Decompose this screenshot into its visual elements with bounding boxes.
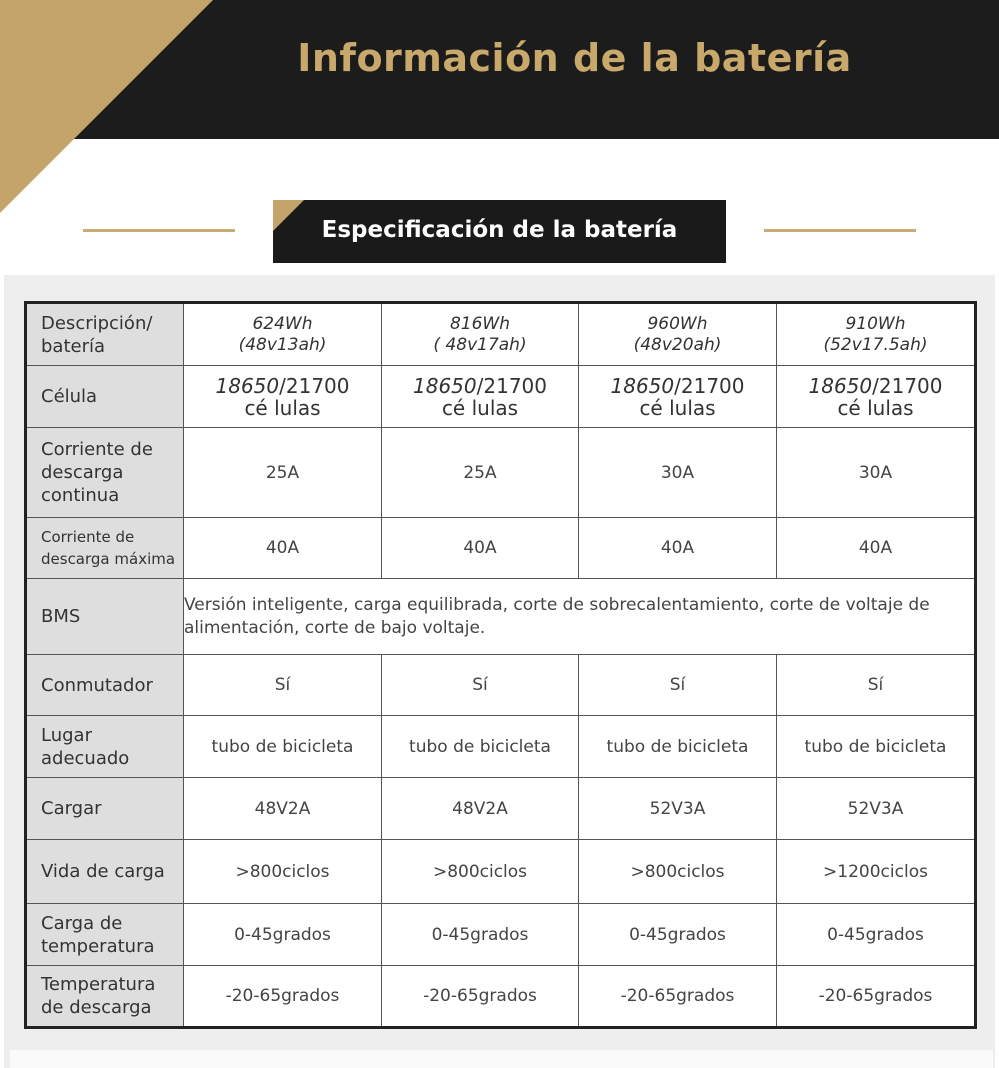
column-header-wh: 816Wh (449, 313, 511, 334)
section-title: Especificación de la batería (321, 217, 678, 243)
table-cell: >1200ciclos (777, 840, 976, 904)
table-cell: -20-65grados (579, 966, 777, 1028)
cell-model-alt: /21700 (872, 373, 943, 398)
table-row (26, 716, 976, 778)
table-cell: -20-65grados (382, 966, 579, 1028)
column-header-wh: 910Wh (845, 313, 906, 334)
table-cell: >800ciclos (382, 840, 579, 904)
table-cell: 40A (382, 518, 579, 579)
row-label: Temperatura de descarga (26, 966, 184, 1028)
cell-model: 18650 (610, 373, 675, 398)
table-row (26, 966, 976, 1028)
table-row (26, 778, 976, 840)
table-cell: tubo de bicicleta (777, 716, 976, 778)
row-label: BMS (26, 579, 184, 655)
table-row (26, 904, 976, 966)
table-cell: 30A (777, 428, 976, 518)
table-cell: 48V2A (184, 778, 382, 840)
gold-corner-decoration-lower (0, 139, 74, 213)
column-header-spec: (52v17.5ah) (823, 334, 928, 355)
divider-left (83, 229, 235, 232)
table-cell: 0-45grados (382, 904, 579, 966)
cell-unit: cé lulas (441, 395, 519, 420)
row-label: Lugar adecuado (26, 716, 184, 778)
cell-model: 18650 (215, 373, 280, 398)
table-cell: 40A (579, 518, 777, 579)
table-row (26, 366, 976, 428)
row-label: Corriente de descarga continua (26, 428, 184, 518)
cell-model: 18650 (808, 373, 873, 398)
table-cell: >800ciclos (579, 840, 777, 904)
table-header-row (26, 303, 976, 366)
section-header (273, 200, 726, 263)
table-row (26, 518, 976, 579)
battery-spec-table (24, 301, 977, 1029)
column-header (579, 303, 777, 366)
column-header (184, 303, 382, 366)
column-header-wh: 960Wh (647, 313, 708, 334)
column-header-wh: 624Wh (252, 313, 313, 334)
table-cell: 40A (184, 518, 382, 579)
column-header-spec: ( 48v17ah) (433, 334, 527, 355)
cell-model-alt: /21700 (476, 373, 547, 398)
cell-model-alt: /21700 (279, 373, 350, 398)
panel-footer (10, 1050, 993, 1068)
column-header-spec: (48v13ah) (238, 334, 327, 355)
table-cell: Sí (777, 655, 976, 716)
table-cell (184, 366, 382, 428)
table-cell: tubo de bicicleta (184, 716, 382, 778)
row-label: Cargar (26, 778, 184, 840)
page-title: Información de la batería (297, 36, 852, 80)
cell-unit: cé lulas (837, 395, 914, 420)
table-cell: 52V3A (777, 778, 976, 840)
cell-model: 18650 (413, 373, 477, 398)
divider-right (764, 229, 916, 232)
bms-description: Versión inteligente, carga equilibrada, corte de sobrecalentamiento, corte de voltaje de alimentación, corte de bajo voltaje. (184, 579, 976, 655)
row-label: Descripción/ batería (26, 303, 184, 366)
table-cell: -20-65grados (184, 966, 382, 1028)
table-cell: 25A (184, 428, 382, 518)
table-cell: tubo de bicicleta (382, 716, 579, 778)
table-row (26, 579, 976, 655)
table-cell (777, 366, 976, 428)
table-cell: Sí (579, 655, 777, 716)
table-cell: 48V2A (382, 778, 579, 840)
table-cell: 0-45grados (184, 904, 382, 966)
table-cell: 40A (777, 518, 976, 579)
header-banner (0, 0, 999, 139)
table-cell: 30A (579, 428, 777, 518)
table-row (26, 840, 976, 904)
cell-unit: cé lulas (639, 395, 716, 420)
table-row (26, 428, 976, 518)
table-cell (579, 366, 777, 428)
row-label: Corriente de descarga máxima (26, 518, 184, 579)
table-row (26, 655, 976, 716)
cell-unit: cé lulas (244, 395, 321, 420)
table-cell: 0-45grados (579, 904, 777, 966)
column-header (382, 303, 579, 366)
column-header-spec: (48v20ah) (633, 334, 722, 355)
table-cell: 52V3A (579, 778, 777, 840)
table-cell: -20-65grados (777, 966, 976, 1028)
table-cell: 0-45grados (777, 904, 976, 966)
row-label: Célula (26, 366, 184, 428)
table-cell: >800ciclos (184, 840, 382, 904)
table-cell (382, 366, 579, 428)
row-label: Vida de carga (26, 840, 184, 904)
table-cell: 25A (382, 428, 579, 518)
table-cell: tubo de bicicleta (579, 716, 777, 778)
cell-model-alt: /21700 (674, 373, 745, 398)
row-label: Conmutador (26, 655, 184, 716)
column-header (777, 303, 976, 366)
table-cell: Sí (184, 655, 382, 716)
table-cell: Sí (382, 655, 579, 716)
row-label: Carga de temperatura (26, 904, 184, 966)
